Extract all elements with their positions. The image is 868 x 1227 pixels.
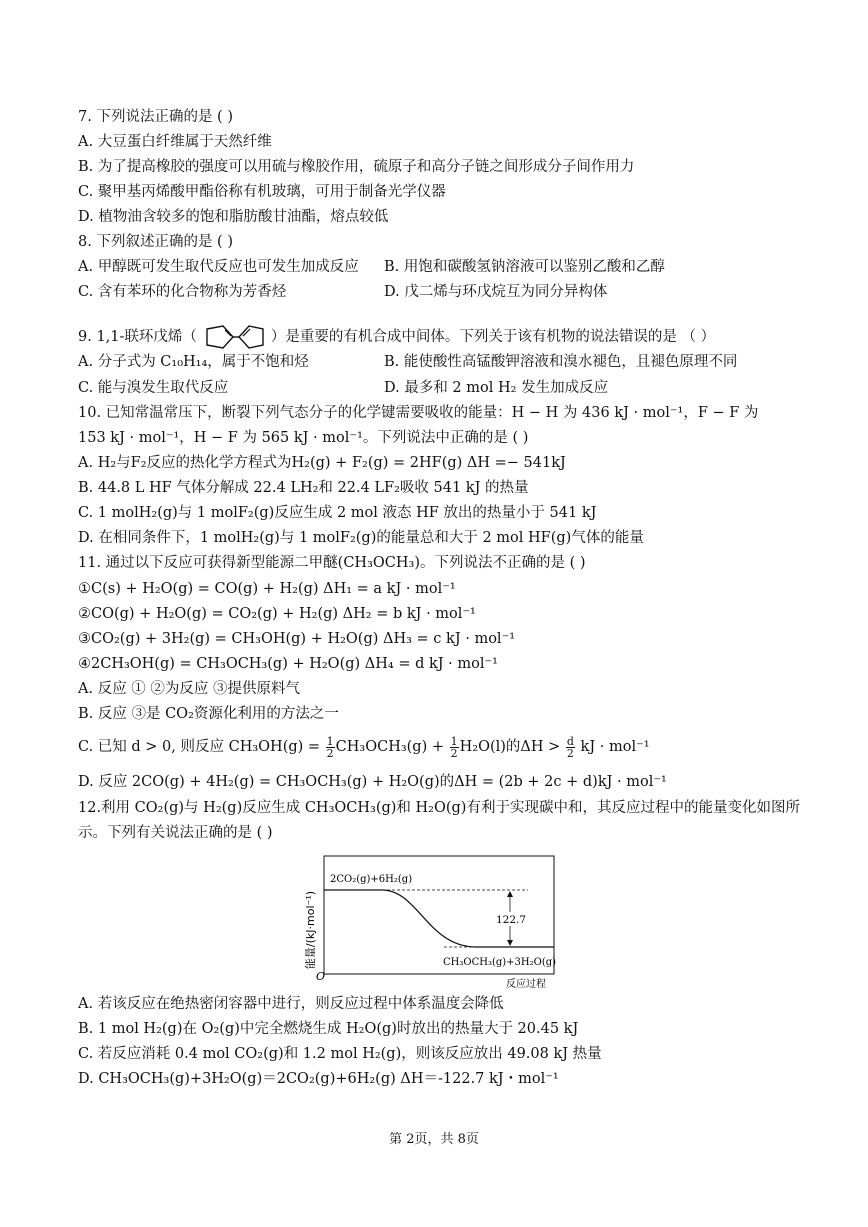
q12-option-d: D. CH₃OCH₃(g)+3H₂O(g)＝2CO₂(g)+6H₂(g) ΔH＝-122.7 kJ・mol⁻¹ xyxy=(78,1071,559,1087)
bicyclopentene-structure-icon xyxy=(199,322,269,352)
q11-reaction-3: ③CO₂(g) + 3H₂(g) = CH₃OH(g) + H₂O(g) ΔH₃ = c kJ · mol⁻¹ xyxy=(78,631,516,647)
products-label: CH₃OCH₃(g)+3H₂O(g) xyxy=(443,957,557,968)
q7-stem: 7. 下列说法正确的是 ( ) xyxy=(78,109,233,125)
q12-stem-line1: 12.利用 CO₂(g)与 H₂(g)反应生成 CH₃OCH₃(g)和 H₂O(g)有利于实现碳中和，其反应过程中的能量变化如图所 xyxy=(78,800,800,816)
energy-profile-diagram xyxy=(300,850,570,990)
q7-option-d: D. 植物油含较多的饱和脂肪酸甘油酯，熔点较低 xyxy=(78,209,389,225)
q11-reaction-4: ④2CH₃OH(g) = CH₃OCH₃(g) + H₂O(g) ΔH₄ = d kJ · mol⁻¹ xyxy=(78,656,498,672)
q9-stem-pre: 9. 1,1-联环戊烯（ xyxy=(78,329,197,345)
q8-row-ab xyxy=(78,257,798,277)
q9-stem-post: ）是重要的有机合成中间体。下列关于该有机物的说法错误的是 （ ） xyxy=(270,329,716,345)
q11-stem: 11. 通过以下反应可获得新型能源二甲醚(CH₃OCH₃)。下列说法不正确的是 ( ) xyxy=(78,555,586,571)
q8-option-a: A. 甲醇既可发生取代反应也可发生加成反应 xyxy=(78,259,359,275)
fraction-numerator: 1 xyxy=(450,734,458,748)
q11-option-c-post: kJ · mol⁻¹ xyxy=(575,739,650,755)
q8-option-b: B. 用饱和碳酸氢钠溶液可以鉴别乙酸和乙醇 xyxy=(384,259,665,275)
q9-option-c: C. 能与溴发生取代反应 xyxy=(78,380,229,396)
q7-option-c: C. 聚甲基丙烯酸甲酯俗称有机玻璃，可用于制备光学仪器 xyxy=(78,184,446,200)
q10-option-c: C. 1 molH₂(g)与 1 molF₂(g)反应生成 2 mol 液态 HF 放出的热量小于 541 kJ xyxy=(78,505,597,521)
q11-reaction-1: ①C(s) + H₂O(g) = CO(g) + H₂(g) ΔH₁ = a kJ · mol⁻¹ xyxy=(78,581,456,597)
fraction-numerator: d xyxy=(566,734,574,748)
q9-option-a: A. 分子式为 C₁₀H₁₄，属于不饱和烃 xyxy=(78,354,309,370)
q7-option-b: B. 为了提高橡胶的强度可以用硫与橡胶作用，硫原子和高分子链之间形成分子间作用力 xyxy=(78,159,635,175)
fraction-denominator: 2 xyxy=(326,746,334,760)
q8-row-cd xyxy=(78,282,798,302)
q11-option-c xyxy=(78,734,650,760)
q10-stem-line2: 153 kJ · mol⁻¹，H − F 为 565 kJ · mol⁻¹。下列说法中正确的是 ( ) xyxy=(78,430,529,446)
fraction-half-2 xyxy=(450,736,459,759)
q9-option-d: D. 最多和 2 mol H₂ 发生加成反应 xyxy=(384,380,609,396)
q12-option-b: B. 1 mol H₂(g)在 O₂(g)中完全燃烧生成 H₂O(g)时放出的热量大于 20.45 kJ xyxy=(78,1021,579,1037)
q8-stem: 8. 下列叙述正确的是 ( ) xyxy=(78,234,233,250)
page-footer: 第 2页，共 8页 xyxy=(389,1132,479,1147)
graph-y-label: 能量/(kJ·mol⁻¹) xyxy=(304,890,317,970)
q11-option-c-mid1: CH₃OCH₃(g) + xyxy=(335,739,449,755)
q12-stem-line2: 示。下列有关说法正确的是 ( ) xyxy=(78,825,273,841)
arrow-up-icon xyxy=(507,891,513,897)
q11-reaction-2: ②CO(g) + H₂O(g) = CO₂(g) + H₂(g) ΔH₂ = b kJ · mol⁻¹ xyxy=(78,606,476,622)
q9-row-cd xyxy=(78,378,798,398)
arrow-down-icon xyxy=(507,940,513,946)
q11-option-c-pre: C. 已知 d > 0, 则反应 CH₃OH(g) = xyxy=(78,739,325,755)
graph-origin-label: O xyxy=(316,970,326,983)
q8-option-c: C. 含有苯环的化合物称为芳香烃 xyxy=(78,284,287,300)
q9-row-ab xyxy=(78,352,798,372)
q10-option-a: A. H₂与F₂反应的热化学方程式为H₂(g) + F₂(g) = 2HF(g) ΔH =− 541kJ xyxy=(78,455,566,471)
q12-option-a: A. 若该反应在绝热密闭容器中进行，则反应过程中体系温度会降低 xyxy=(78,996,504,1012)
q10-option-b: B. 44.8 L HF 气体分解成 22.4 LH₂和 22.4 LF₂吸收 541 kJ 的热量 xyxy=(78,480,529,496)
q11-option-a: A. 反应 ① ②为反应 ③提供原料气 xyxy=(78,681,301,697)
q10-option-d: D. 在相同条件下，1 molH₂(g)与 1 molF₂(g)的能量总和大于 2 mol HF(g)气体的能量 xyxy=(78,530,644,546)
q11-option-c-mid2: H₂O(l)的ΔH > xyxy=(459,739,565,755)
fraction-d-over-2 xyxy=(566,736,575,759)
fraction-half-1 xyxy=(326,736,335,759)
fraction-denominator: 2 xyxy=(566,746,574,760)
q7-option-a: A. 大豆蛋白纤维属于天然纤维 xyxy=(78,134,272,150)
graph-x-label: 反应过程 xyxy=(506,979,546,990)
fraction-numerator: 1 xyxy=(326,734,334,748)
fraction-denominator: 2 xyxy=(450,746,458,760)
q12-option-c: C. 若反应消耗 0.4 mol CO₂(g)和 1.2 mol H₂(g)，则该反应放出 49.08 kJ 热量 xyxy=(78,1046,602,1062)
q9-stem xyxy=(78,322,715,352)
reactants-label: 2CO₂(g)+6H₂(g) xyxy=(330,874,413,885)
q11-option-d: D. 反应 2CO(g) + 4H₂(g) = CH₃OCH₃(g) + H₂O(g)的ΔH = (2b + 2c + d)kJ · mol⁻¹ xyxy=(78,774,667,790)
q10-stem-line1: 10. 已知常温常压下，断裂下列气态分子的化学键需要吸收的能量：H − H 为 436 kJ · mol⁻¹，F − F 为 xyxy=(78,405,759,421)
delta-value-label: 122.7 xyxy=(495,914,527,926)
q8-option-d: D. 戊二烯与环戊烷互为同分异构体 xyxy=(384,284,608,300)
q9-option-b: B. 能使酸性高锰酸钾溶液和溴水褪色，且褪色原理不同 xyxy=(384,354,738,370)
q11-option-b: B. 反应 ③是 CO₂资源化利用的方法之一 xyxy=(78,706,339,722)
